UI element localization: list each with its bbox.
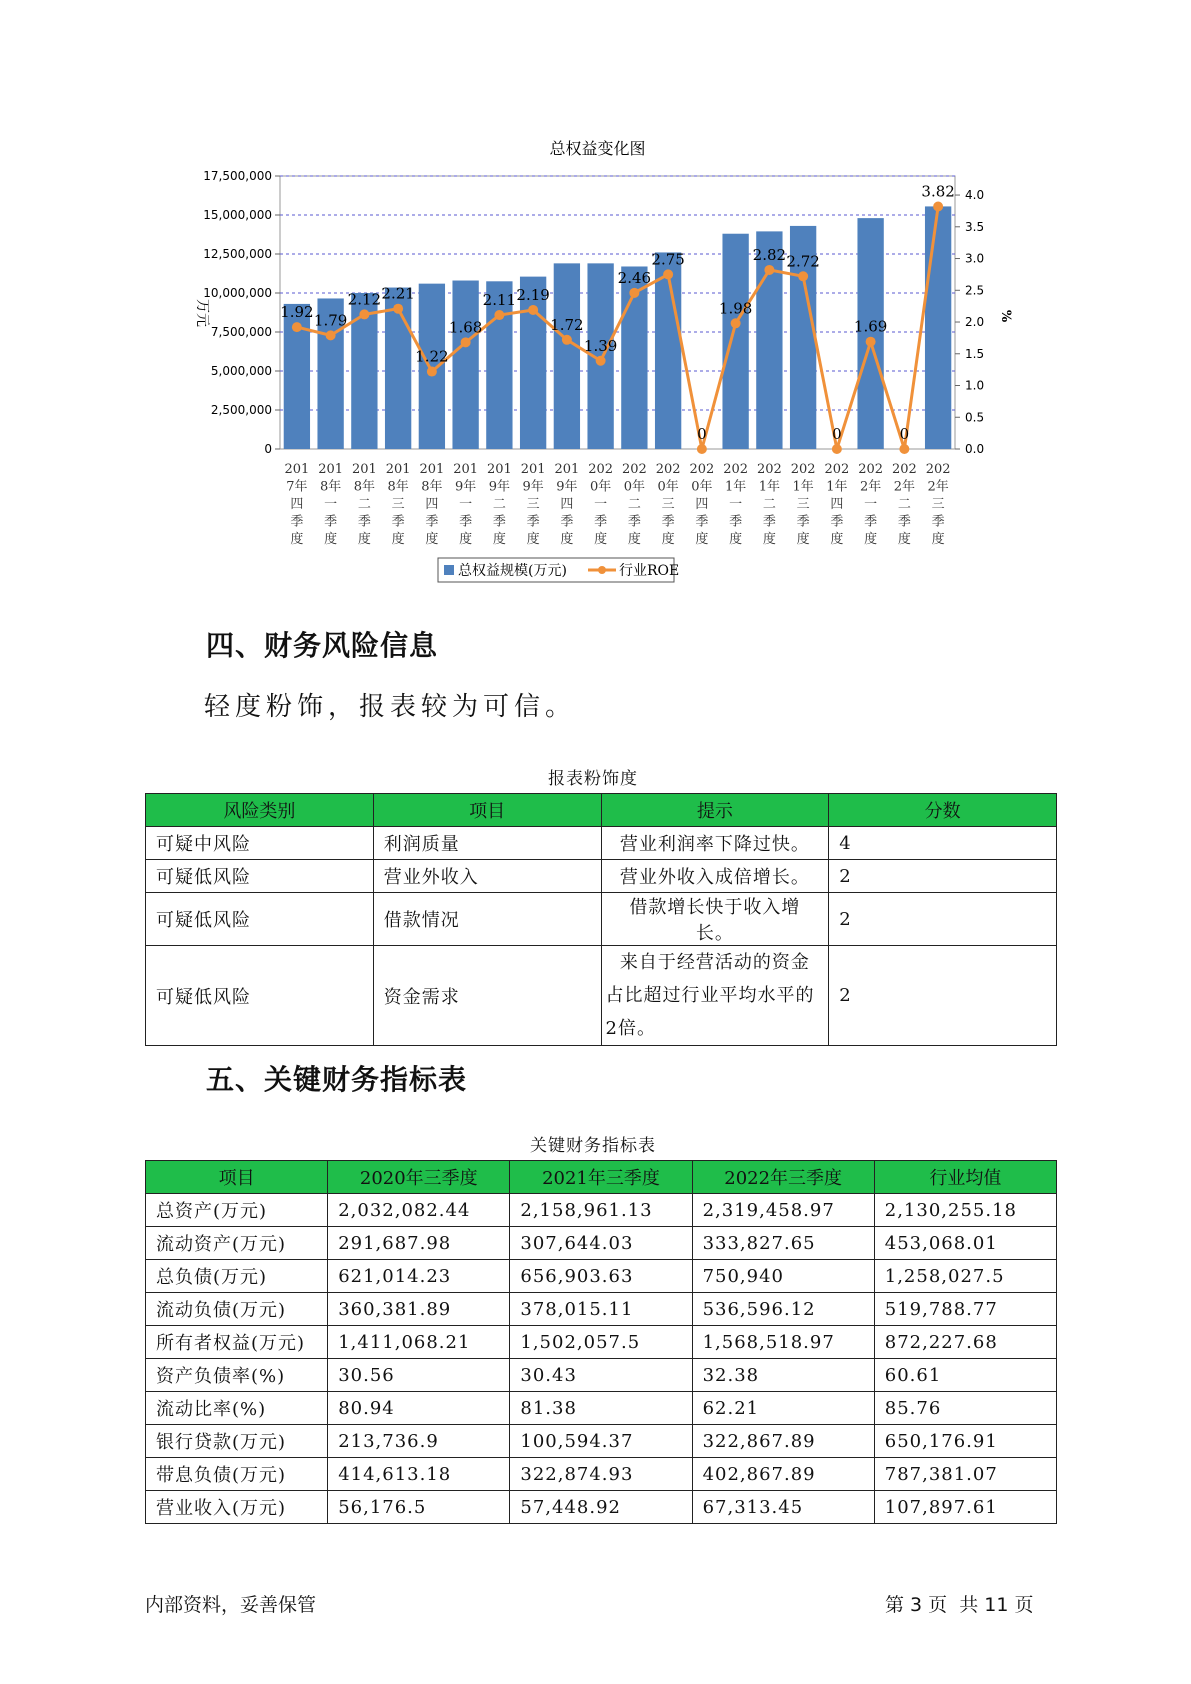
x-tick-label: 四 [425, 497, 439, 512]
roe-point [596, 356, 606, 366]
indicator-value: 621,014.23 [328, 1260, 510, 1293]
indicator-value: 107,897.61 [874, 1491, 1056, 1524]
x-tick-label: 1年 [792, 479, 814, 495]
roe-point [798, 271, 808, 281]
risk-category: 可疑中风险 [146, 827, 374, 860]
x-tick-label: 9年 [556, 479, 578, 495]
indicator-value: 536,596.12 [692, 1293, 874, 1326]
indicator-value: 378,015.11 [510, 1293, 692, 1326]
x-tick-label: 季 [762, 514, 776, 530]
risk-score: 2 [829, 893, 1057, 946]
roe-point [528, 305, 538, 315]
x-tick-label: 201 [351, 462, 377, 477]
table-row [146, 1326, 1057, 1359]
x-tick-label: 度 [762, 532, 776, 547]
x-tick-label: 季 [526, 514, 540, 530]
roe-data-label: 0 [697, 425, 707, 443]
indicator-value: 57,448.92 [510, 1491, 692, 1524]
indicator-value: 322,874.93 [510, 1458, 692, 1491]
x-tick-label: 季 [695, 514, 709, 530]
x-tick-label: 8年 [421, 479, 443, 495]
x-tick-label: 度 [492, 532, 506, 547]
indicator-value: 81.38 [510, 1392, 692, 1425]
x-tick-label: 度 [830, 532, 844, 547]
roe-point [292, 322, 302, 332]
indicator-value: 32.38 [692, 1359, 874, 1392]
risk-item: 营业外收入 [373, 860, 601, 893]
table-row [146, 1491, 1057, 1524]
table-row [146, 1260, 1057, 1293]
x-tick-label: 一 [864, 497, 878, 512]
x-tick-label: 度 [459, 532, 473, 547]
x-tick-label: 一 [729, 497, 743, 512]
risk-hint-line: 2倍。 [605, 1018, 656, 1039]
x-tick-label: 季 [864, 514, 878, 530]
legend-line-marker [598, 566, 606, 574]
table-row [146, 1293, 1057, 1326]
risk-item: 资金需求 [373, 946, 601, 1046]
x-tick-label: 季 [627, 514, 641, 530]
x-tick-label: 度 [796, 532, 810, 547]
x-tick-label: 二 [627, 497, 641, 512]
roe-data-label: 1.22 [415, 347, 449, 366]
x-tick-label: 0年 [691, 479, 713, 495]
roe-data-label: 1.92 [280, 303, 314, 322]
bar [722, 234, 748, 449]
indicator-name: 流动负债(万元) [146, 1293, 328, 1326]
indicator-value: 787,381.07 [874, 1458, 1056, 1491]
roe-point [899, 444, 909, 454]
x-tick-label: 度 [729, 532, 743, 547]
x-tick-label: 季 [931, 514, 945, 530]
indicator-value: 56,176.5 [328, 1491, 510, 1524]
roe-data-label: 3.82 [921, 182, 955, 201]
table-row [146, 860, 1057, 893]
x-tick-label: 季 [897, 514, 911, 530]
x-tick-label: 8年 [387, 479, 409, 495]
x-tick-label: 三 [526, 497, 540, 512]
indicator-name: 银行贷款(万元) [146, 1425, 328, 1458]
x-tick-label: 0年 [657, 479, 679, 495]
right-tick-label: 2.0 [965, 315, 985, 330]
roe-data-label: 2.72 [786, 252, 820, 271]
x-tick-label: 季 [560, 514, 574, 530]
x-tick-label: 度 [627, 532, 641, 547]
roe-point [427, 367, 437, 377]
legend-bar-swatch [444, 565, 454, 575]
roe-data-label: 1.98 [718, 299, 753, 318]
indicator-name: 带息负债(万元) [146, 1458, 328, 1491]
x-tick-label: 8年 [319, 479, 342, 495]
x-tick-label: 二 [492, 497, 506, 512]
indicator-name: 流动比率(%) [146, 1392, 328, 1425]
x-tick-label: 二 [897, 497, 911, 512]
x-tick-label: 度 [526, 532, 540, 547]
x-tick-label: 季 [661, 514, 675, 530]
indicator-value: 453,068.01 [874, 1227, 1056, 1260]
roe-data-label: 1.39 [583, 336, 618, 355]
indicator-value: 2,032,082.44 [328, 1194, 510, 1227]
x-tick-label: 9年 [522, 479, 544, 495]
risk-hint [601, 946, 829, 1046]
roe-point [393, 304, 403, 314]
indicator-value: 2,158,961.13 [510, 1194, 692, 1227]
header-cell: 项目 [373, 794, 601, 827]
y-axis-label-left: 万元 [194, 299, 210, 327]
x-tick-label: 四 [695, 497, 709, 512]
risk-table [145, 793, 1057, 1046]
risk-summary: 轻度粉饰，报表较为可信。 [204, 692, 577, 722]
left-tick-label: 12,500,000 [203, 247, 272, 261]
indicator-value: 80.94 [328, 1392, 510, 1425]
right-tick-label: 1.5 [965, 346, 985, 361]
indicator-value: 85.76 [874, 1392, 1056, 1425]
header-cell: 行业均值 [874, 1161, 1056, 1194]
risk-hint: 营业利润率下降过快。 [601, 827, 829, 860]
roe-data-label: 2.11 [482, 291, 517, 310]
right-tick-label: 4.0 [965, 188, 985, 203]
x-tick-label: 季 [459, 514, 473, 530]
table-row [146, 827, 1057, 860]
x-tick-label: 季 [830, 514, 844, 530]
x-tick-label: 202 [756, 462, 782, 477]
bar [925, 206, 951, 449]
roe-data-label: 2.75 [651, 250, 685, 269]
x-tick-label: 202 [824, 462, 850, 477]
indicator-value: 519,788.77 [874, 1293, 1056, 1326]
x-tick-label: 二 [357, 497, 371, 512]
left-tick-label: 5,000,000 [210, 364, 272, 378]
indicator-name: 流动资产(万元) [146, 1227, 328, 1260]
roe-point [461, 337, 471, 347]
risk-category: 可疑低风险 [146, 946, 374, 1046]
header-cell: 2021年三季度 [510, 1161, 692, 1194]
equity-chart [180, 138, 1013, 598]
indicator-value: 650,176.91 [874, 1425, 1056, 1458]
x-tick-label: 202 [891, 462, 917, 477]
x-tick-label: 三 [391, 497, 405, 512]
table-row [146, 946, 1057, 1046]
header-cell: 分数 [829, 794, 1057, 827]
risk-hint: 营业外收入成倍增长。 [601, 860, 829, 893]
x-tick-label: 三 [661, 497, 675, 512]
indicator-value: 656,903.63 [510, 1260, 692, 1293]
right-tick-label: 3.0 [965, 251, 985, 266]
right-tick-label: 0.5 [965, 410, 985, 425]
legend-bar-label: 总权益规模(万元) [458, 563, 567, 579]
x-tick-label: 季 [594, 514, 608, 530]
footer-page-number: 第 3 页 共 11 页 [885, 1594, 1034, 1616]
table-row [146, 1458, 1057, 1491]
indicator-value: 67,313.45 [692, 1491, 874, 1524]
x-tick-label: 202 [689, 462, 715, 477]
x-tick-label: 201 [284, 462, 310, 477]
right-tick-label: 1.0 [965, 378, 985, 393]
x-tick-label: 季 [391, 514, 405, 530]
fin-table-title: 关键财务指标表 [530, 1136, 656, 1156]
risk-hint-line: 来自于经营活动的资金 [619, 952, 810, 973]
section5-heading: 五、关键财务指标表 [206, 1063, 468, 1096]
x-tick-label: 四 [830, 497, 844, 512]
x-tick-label: 三 [931, 497, 945, 512]
indicator-value: 414,613.18 [328, 1458, 510, 1491]
x-tick-label: 201 [318, 462, 344, 477]
x-tick-label: 202 [790, 462, 816, 477]
x-tick-label: 201 [419, 462, 445, 477]
equity-chart-svg [180, 138, 1013, 598]
x-tick-label: 二 [762, 497, 776, 512]
x-tick-label: 四 [290, 497, 304, 512]
bar [452, 281, 478, 449]
x-tick-label: 季 [290, 514, 304, 530]
roe-point [663, 269, 673, 279]
header-cell: 项目 [146, 1161, 328, 1194]
indicator-value: 402,867.89 [692, 1458, 874, 1491]
x-tick-label: 202 [925, 462, 951, 477]
roe-point [562, 335, 572, 345]
x-tick-label: 四 [560, 497, 574, 512]
legend-line-label: 行业ROE [619, 563, 680, 579]
roe-data-label: 0 [899, 425, 910, 443]
right-tick-label: 2.5 [965, 283, 985, 298]
x-tick-label: 度 [594, 532, 608, 547]
risk-hint-line: 占比超过行业平均水平的 [605, 985, 815, 1006]
risk-table-title: 报表粉饰度 [548, 769, 638, 789]
x-tick-label: 一 [324, 497, 338, 512]
x-tick-label: 202 [655, 462, 681, 477]
indicator-name: 资产负债率(%) [146, 1359, 328, 1392]
header-cell: 提示 [601, 794, 829, 827]
indicator-value: 750,940 [692, 1260, 874, 1293]
header-cell: 2022年三季度 [692, 1161, 874, 1194]
x-tick-label: 度 [324, 532, 338, 547]
left-tick-label: 15,000,000 [203, 208, 272, 222]
chart-title: 总权益变化图 [549, 139, 646, 158]
indicator-value: 1,258,027.5 [874, 1260, 1056, 1293]
table-row [146, 1359, 1057, 1392]
x-tick-label: 2年 [859, 479, 882, 495]
table-header-row [146, 794, 1057, 827]
x-tick-label: 0年 [589, 479, 612, 495]
x-tick-label: 202 [723, 462, 749, 477]
x-tick-label: 季 [729, 514, 743, 530]
x-tick-label: 1年 [724, 479, 747, 495]
indicator-name: 营业收入(万元) [146, 1491, 328, 1524]
x-tick-label: 度 [290, 532, 304, 547]
x-tick-label: 一 [459, 497, 473, 512]
header-cell: 2020年三季度 [328, 1161, 510, 1194]
roe-point [494, 310, 504, 320]
bar [756, 231, 782, 449]
x-tick-label: 度 [695, 532, 709, 547]
indicator-value: 2,319,458.97 [692, 1194, 874, 1227]
x-tick-label: 度 [560, 532, 574, 547]
left-tick-label: 17,500,000 [203, 169, 272, 183]
indicator-value: 322,867.89 [692, 1425, 874, 1458]
risk-category: 可疑低风险 [146, 860, 374, 893]
roe-data-label: 2.19 [516, 285, 550, 304]
indicator-value: 1,411,068.21 [328, 1326, 510, 1359]
roe-point [933, 201, 943, 211]
x-tick-label: 9年 [488, 479, 511, 495]
x-tick-label: 201 [385, 462, 411, 477]
x-tick-label: 度 [661, 532, 675, 547]
table-row [146, 1392, 1057, 1425]
roe-data-label: 1.72 [550, 315, 584, 334]
left-tick-label: 10,000,000 [203, 286, 272, 300]
roe-data-label: 0 [832, 425, 842, 443]
risk-item: 利润质量 [373, 827, 601, 860]
x-tick-label: 度 [391, 532, 405, 547]
x-tick-label: 度 [931, 532, 945, 547]
risk-hint: 借款增长快于收入增长。 [601, 893, 829, 946]
roe-point [764, 265, 774, 275]
x-tick-label: 季 [324, 514, 338, 530]
left-tick-label: 7,500,000 [210, 325, 272, 339]
header-cell: 风险类别 [146, 794, 374, 827]
indicator-value: 100,594.37 [510, 1425, 692, 1458]
roe-point [359, 309, 369, 319]
x-tick-label: 201 [486, 462, 512, 477]
bar [554, 263, 580, 449]
risk-category: 可疑低风险 [146, 893, 374, 946]
risk-score: 2 [829, 946, 1057, 1046]
x-tick-label: 8年 [353, 479, 376, 495]
table-row [146, 893, 1057, 946]
table-row [146, 1227, 1057, 1260]
x-tick-label: 度 [864, 532, 878, 547]
roe-data-label: 2.12 [347, 290, 382, 309]
roe-point [866, 337, 876, 347]
table-header-row [146, 1161, 1057, 1194]
financial-indicator-table [145, 1160, 1057, 1524]
x-tick-label: 201 [453, 462, 479, 477]
x-tick-label: 度 [897, 532, 911, 547]
roe-point [629, 288, 639, 298]
roe-data-label: 1.69 [853, 317, 888, 336]
indicator-value: 291,687.98 [328, 1227, 510, 1260]
indicator-value: 62.21 [692, 1392, 874, 1425]
risk-score: 4 [829, 827, 1057, 860]
indicator-name: 总资产(万元) [146, 1194, 328, 1227]
roe-point [697, 444, 707, 454]
x-tick-label: 0年 [623, 479, 646, 495]
x-tick-label: 季 [492, 514, 506, 530]
indicator-value: 213,736.9 [328, 1425, 510, 1458]
risk-score: 2 [829, 860, 1057, 893]
roe-point [326, 330, 336, 340]
table-row [146, 1425, 1057, 1458]
indicator-value: 30.43 [510, 1359, 692, 1392]
section4-heading: 四、财务风险信息 [206, 629, 439, 662]
left-tick-label: 0 [264, 442, 272, 456]
x-tick-label: 2年 [927, 479, 949, 495]
x-tick-label: 季 [796, 514, 810, 530]
x-tick-label: 201 [554, 462, 580, 477]
indicator-name: 所有者权益(万元) [146, 1326, 328, 1359]
x-tick-label: 三 [796, 497, 810, 512]
indicator-value: 1,502,057.5 [510, 1326, 692, 1359]
right-tick-label: 0.0 [965, 442, 985, 456]
left-tick-label: 2,500,000 [210, 403, 272, 417]
roe-data-label: 2.21 [381, 284, 415, 303]
x-tick-label: 202 [588, 462, 614, 477]
x-tick-label: 季 [357, 514, 371, 530]
indicator-value: 333,827.65 [692, 1227, 874, 1260]
roe-data-label: 2.46 [617, 268, 652, 287]
x-tick-label: 9年 [454, 479, 477, 495]
x-tick-label: 1年 [758, 479, 781, 495]
indicator-value: 60.61 [874, 1359, 1056, 1392]
roe-data-label: 1.79 [313, 311, 348, 330]
indicator-value: 360,381.89 [328, 1293, 510, 1326]
indicator-name: 总负债(万元) [146, 1260, 328, 1293]
x-tick-label: 季 [425, 514, 439, 530]
x-tick-label: 度 [425, 532, 439, 547]
x-tick-label: 201 [520, 462, 546, 477]
risk-item: 借款情况 [373, 893, 601, 946]
roe-point [832, 444, 842, 454]
x-tick-label: 度 [357, 532, 371, 547]
x-tick-label: 2年 [893, 479, 916, 495]
x-tick-label: 1年 [826, 479, 848, 495]
table-row [146, 1194, 1057, 1227]
bar [419, 284, 445, 449]
x-tick-label: 202 [858, 462, 884, 477]
indicator-value: 872,227.68 [874, 1326, 1056, 1359]
roe-data-label: 2.82 [752, 245, 787, 264]
x-tick-label: 7年 [286, 479, 308, 495]
fin-table-body [146, 1194, 1057, 1524]
right-tick-label: 3.5 [965, 219, 985, 234]
x-tick-label: 一 [594, 497, 608, 512]
footer-confidential: 内部资料，妥善保管 [145, 1594, 317, 1616]
indicator-value: 1,568,518.97 [692, 1326, 874, 1359]
indicator-value: 307,644.03 [510, 1227, 692, 1260]
indicator-value: 30.56 [328, 1359, 510, 1392]
roe-point [731, 318, 741, 328]
y-axis-label-right: % [998, 309, 1013, 323]
indicator-value: 2,130,255.18 [874, 1194, 1056, 1227]
x-tick-label: 202 [621, 462, 647, 477]
roe-data-label: 1.68 [448, 318, 483, 337]
